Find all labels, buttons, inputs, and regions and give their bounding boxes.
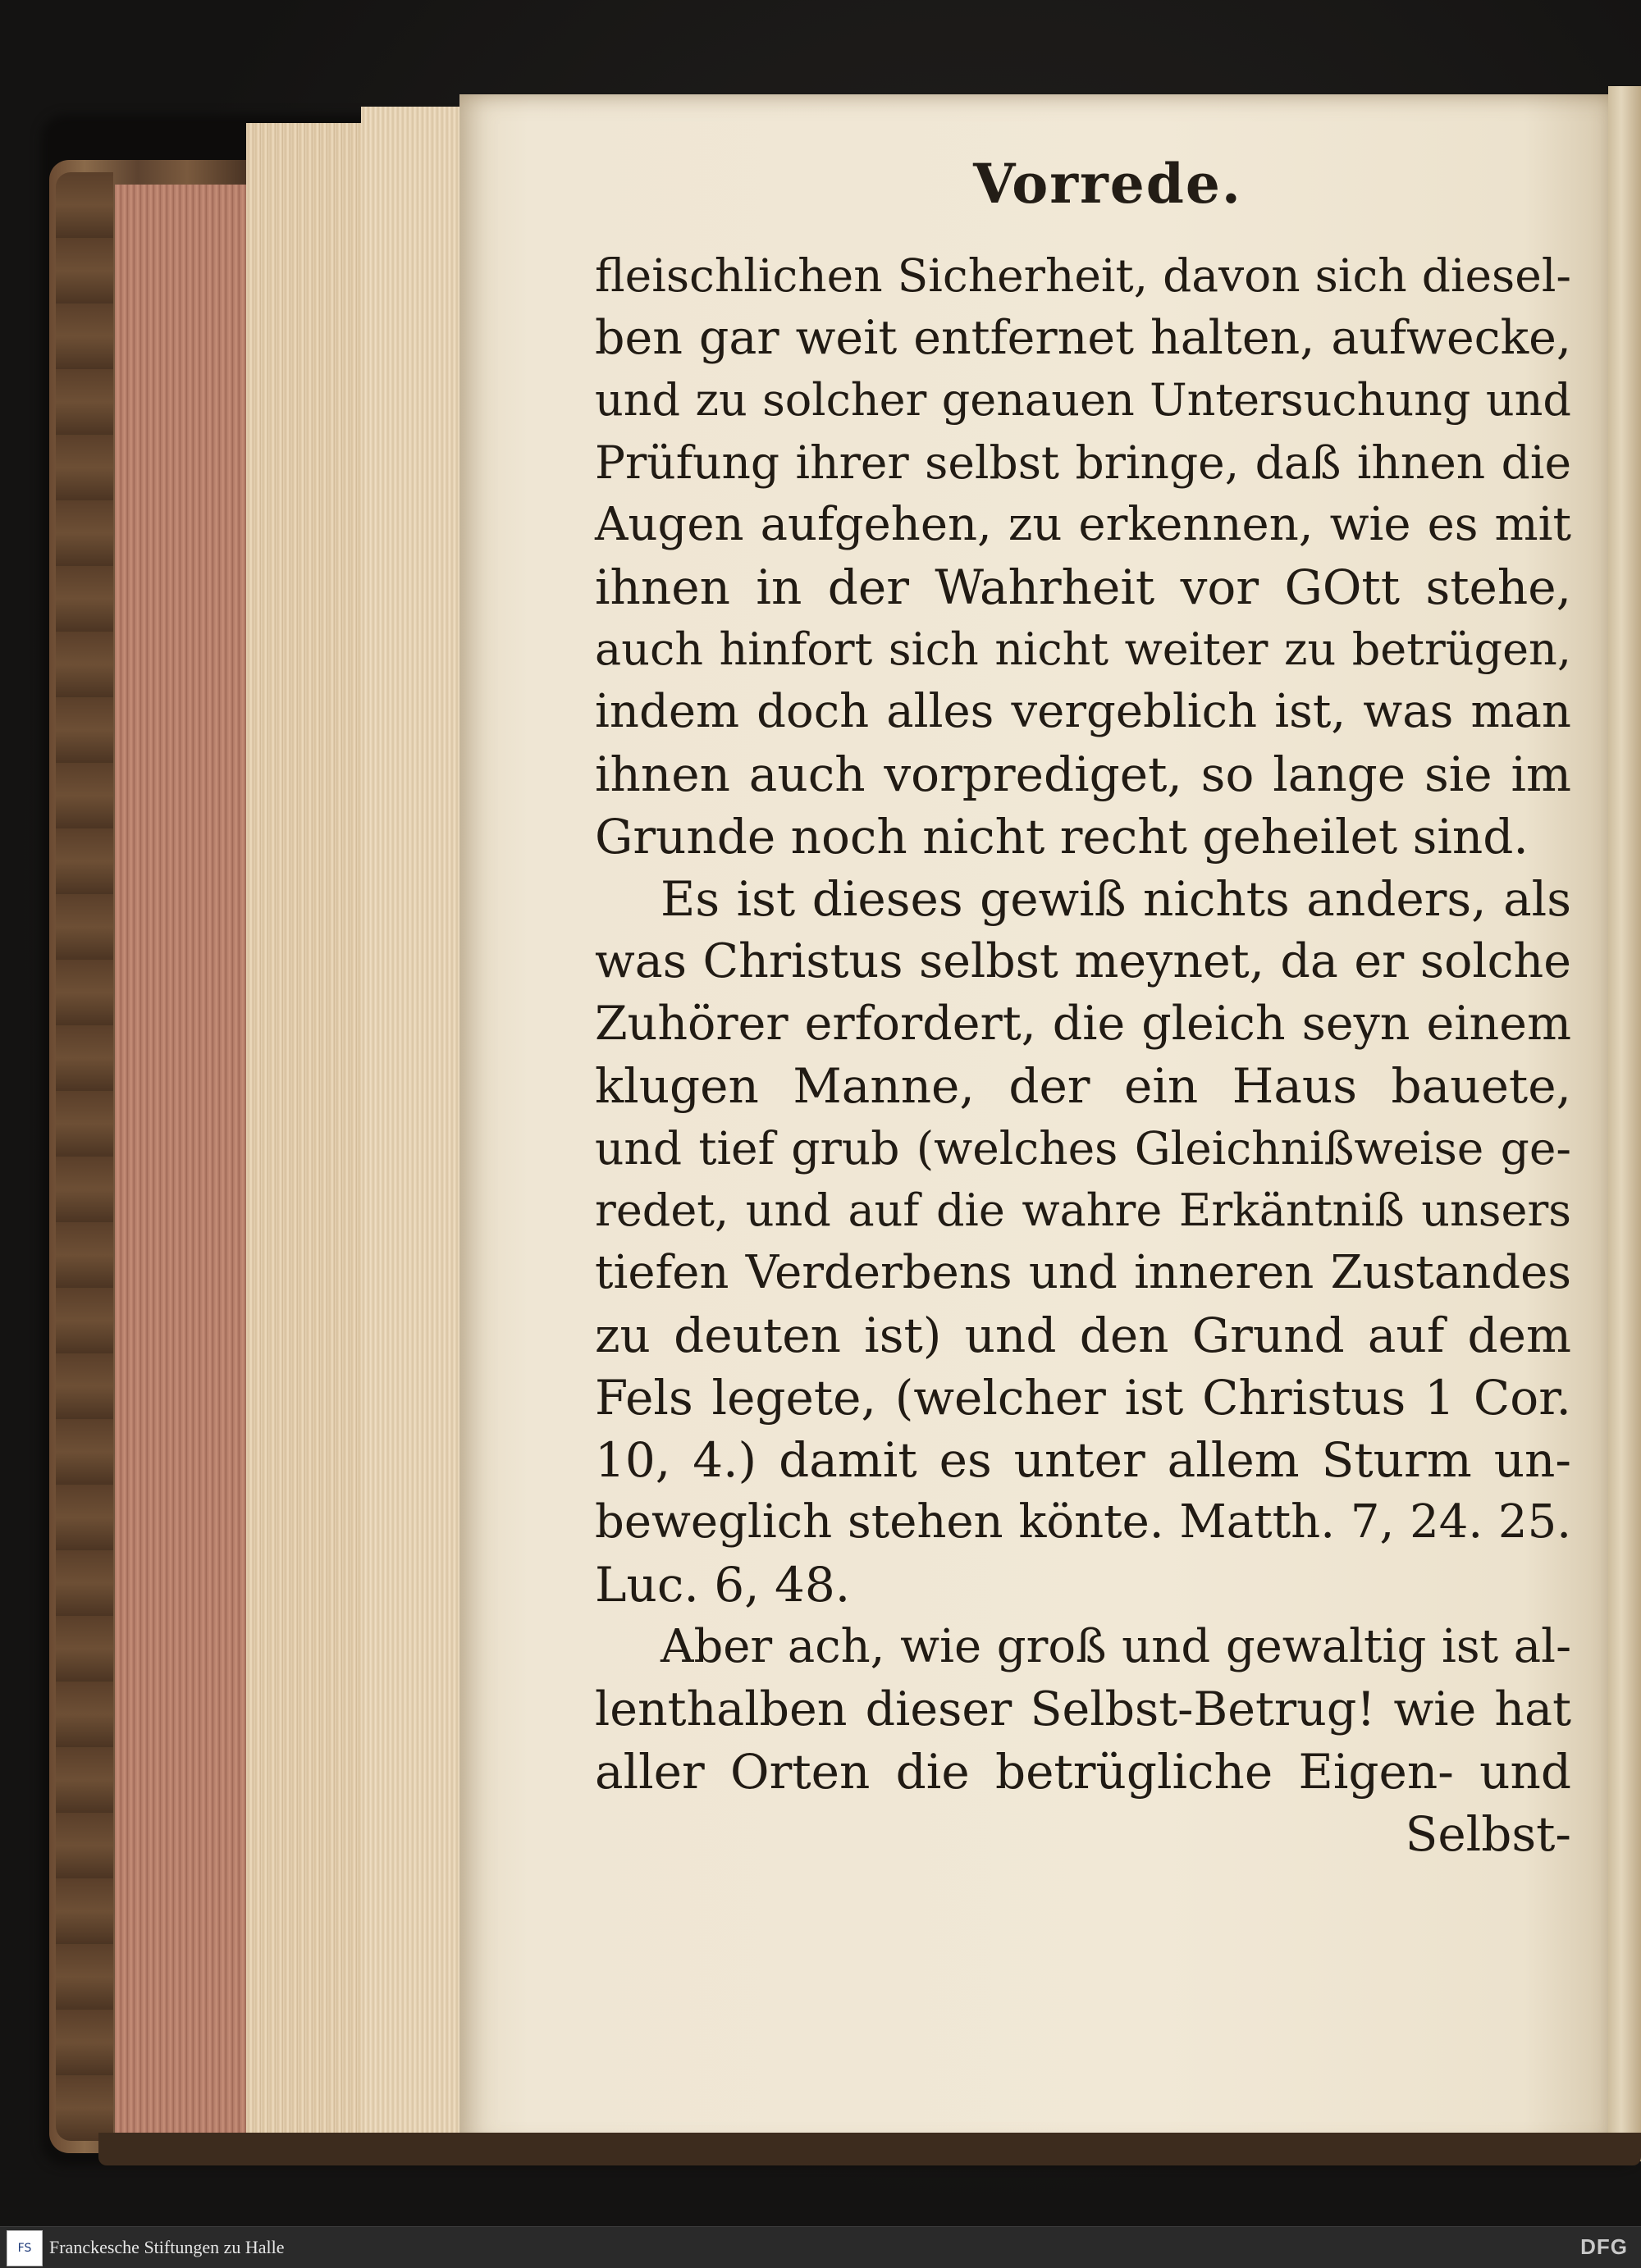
book-bottom-board bbox=[98, 2133, 1641, 2165]
text-line: aller Orten die betrügliche Eigen- und bbox=[595, 1744, 1571, 1800]
page-edges-red bbox=[115, 185, 263, 2149]
page-edges-inner bbox=[361, 107, 476, 2149]
text-line: Augen aufgehen, zu erkennen, wie es mit bbox=[595, 498, 1571, 551]
text-line: 10, 4.) damit es unter allem Sturm un- bbox=[595, 1432, 1571, 1488]
page-right-edge bbox=[1608, 86, 1641, 2161]
text-line: Grunde noch nicht recht geheilet sind. bbox=[595, 809, 1529, 865]
text-line: ihnen in der Wahrheit vor GOtt stehe, bbox=[595, 559, 1571, 615]
text-line: Aber ach, wie groß und gewaltig ist al- bbox=[661, 1620, 1571, 1673]
book-spine bbox=[56, 172, 113, 2141]
text-line: ihnen auch vorprediget, so lange sie im bbox=[595, 746, 1571, 802]
dfg-logo: DFG bbox=[1580, 2234, 1628, 2259]
text-line: beweglich stehen könte. Matth. 7, 24. 25. bbox=[595, 1495, 1571, 1549]
text-line: fleischlichen Sicherheit, davon sich diesel- bbox=[595, 249, 1571, 302]
text-line: Luc. 6, 48. bbox=[595, 1557, 851, 1613]
text-line: und tief grub (welches Gleichnißweise ge- bbox=[595, 1122, 1571, 1175]
page-heading: Vorrede. bbox=[973, 152, 1242, 216]
text-line: zu deuten ist) und den Grund auf dem bbox=[595, 1307, 1571, 1363]
text-line: lenthalben dieser Selbst-Betrug! wie hat bbox=[595, 1682, 1571, 1736]
viewer-footer bbox=[0, 2226, 1641, 2268]
text-line: auch hinfort sich nicht weiter zu betrügen, bbox=[595, 623, 1571, 675]
text-line: Es ist dieses gewiß nichts anders, als bbox=[661, 871, 1571, 927]
text-line: Fels legete, (welcher ist Christus 1 Cor. bbox=[595, 1370, 1571, 1426]
text-line: Zuhörer erfordert, die gleich seyn einem bbox=[595, 997, 1571, 1051]
text-line: Prüfung ihrer selbst bringe, daß ihnen die bbox=[595, 436, 1571, 489]
page-text bbox=[595, 152, 1571, 1865]
text-line: indem doch alles vergeblich ist, was man bbox=[595, 685, 1571, 738]
text-line: tiefen Verderbens und inneren Zustandes bbox=[595, 1246, 1571, 1299]
text-line: und zu solcher genauen Untersuchung und bbox=[595, 374, 1571, 426]
catchword: Selbst- bbox=[1405, 1806, 1571, 1862]
institution-name: Franckesche Stiftungen zu Halle bbox=[49, 2237, 285, 2257]
text-line: redet, und auf die wahre Erkäntniß unsers bbox=[595, 1184, 1571, 1236]
text-line: was Christus selbst meynet, da er solche bbox=[595, 934, 1571, 988]
text-line: ben gar weit entfernet halten, aufwecke, bbox=[595, 311, 1571, 365]
text-line: klugen Manne, der ein Haus bauete, bbox=[595, 1058, 1571, 1114]
institution-logo-icon: FS bbox=[7, 2230, 43, 2266]
